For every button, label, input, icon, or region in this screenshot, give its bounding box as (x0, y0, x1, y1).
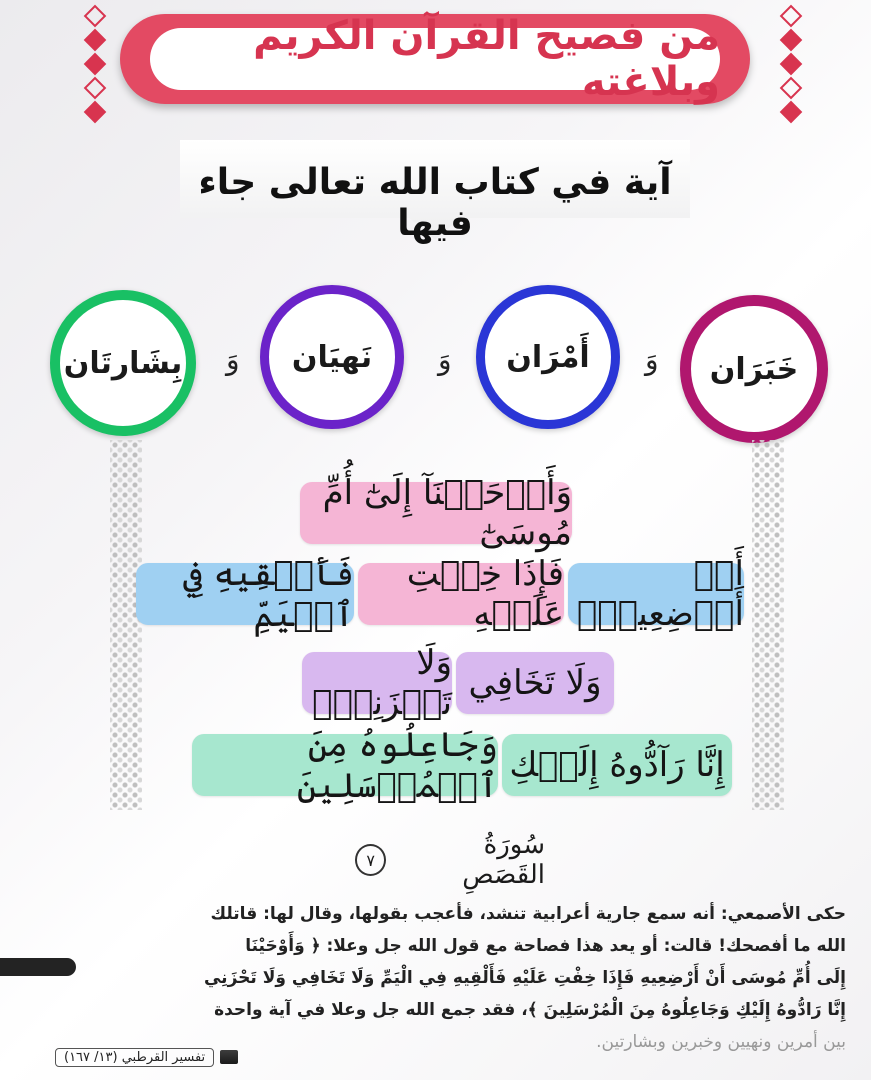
reference-label (55, 1046, 238, 1068)
verse-chip-la-tahzani: وَلَا تَحۡزَنِيٓۖ (302, 652, 452, 714)
verse-chip-ardiihi: أَنۡ أَرۡضِعِيهِۖ (568, 563, 744, 625)
subtitle-box (180, 140, 690, 244)
story-line-1: حكى الأصمعي: أنه سمع جارية أعرابية تنشد، فأعجب بقولها، وقال لها: قاتلك (210, 904, 846, 924)
right-pattern-strip (752, 440, 784, 810)
verse-number-badge: ٧ (355, 844, 386, 876)
circle-nahyan (260, 285, 404, 429)
circle-bisharatan (50, 290, 196, 436)
verse-chip-la-takhafi: وَلَا تَخَافِي (456, 652, 614, 714)
redaction-mark (0, 958, 76, 976)
story-line-2: الله ما أفصحك! قالت: أو يعد هذا فصاحة مع قول الله جل وعلا: ﴿ وَأَوْحَيْنَا (245, 936, 846, 956)
verse-chip-khifti: فَإِذَا خِفۡتِ عَلَيۡهِ (358, 563, 564, 625)
title-banner (120, 14, 750, 104)
circle-khabaran (680, 295, 828, 443)
subtitle-text: آية في كتاب الله تعالى جاء فيها (198, 162, 672, 244)
left-diamond-decoration (84, 0, 106, 128)
label-khabaran: خَبَرَان (709, 351, 799, 387)
connector-2: وَ (438, 343, 452, 376)
label-bisharatan: بِشَارتَان (63, 345, 183, 381)
book-icon (220, 1050, 238, 1064)
verse-chip-jaaliluuhu: وَجَاعِلُوهُ مِنَ ٱلۡمُرۡسَلِينَ (192, 734, 498, 796)
right-diamond-decoration (780, 0, 802, 128)
label-nahyan: نَهيَان (291, 339, 373, 375)
connector-1: وَ (645, 343, 659, 376)
title-banner-inner (150, 13, 720, 105)
verse-line-1: وَأَوۡحَيۡنَآ إِلَىٰٓ أُمِّ مُوسَىٰٓ (300, 482, 572, 544)
circle-amran (476, 285, 620, 429)
story-line-3: إِلَى أُمِّ مُوسَى أَنْ أَرْضِعِيهِ فَإِذَا خِفْتِ عَلَيْهِ فَأَلْقِيهِ فِي الْيَمِّ وَلَا تَخَافِي وَلَا تَحْزَنِي (203, 968, 846, 988)
story-line-5: بين أمرين ونهيين وخبرين وبشارتين. (596, 1032, 846, 1052)
story-text (120, 898, 846, 1058)
label-amran: أَمْرَان (506, 339, 590, 375)
reference-text: تفسير القرطبي (١٣/ ١٦٧) (55, 1048, 214, 1067)
verse-chip-raadduuhu: إِنَّا رَآدُّوهُ إِلَيۡكِ (502, 734, 732, 796)
surah-label (355, 830, 545, 890)
surah-name: سُورَةُ القَصَصِ (462, 830, 545, 890)
verse-chip-alqiihi: فَأَلۡقِيهِ فِي ٱلۡيَمِّ (136, 563, 354, 625)
story-line-4: إِنَّا رَادُّوهُ إِلَيْكِ وَجَاعِلُوهُ مِنَ الْمُرْسَلِينَ ﴾، فقد جمع الله جل وعلا في آية واحدة (214, 1000, 846, 1020)
page-title: من فصيح القرآن الكريم وبلاغته (253, 13, 720, 105)
connector-3: وَ (226, 343, 240, 376)
